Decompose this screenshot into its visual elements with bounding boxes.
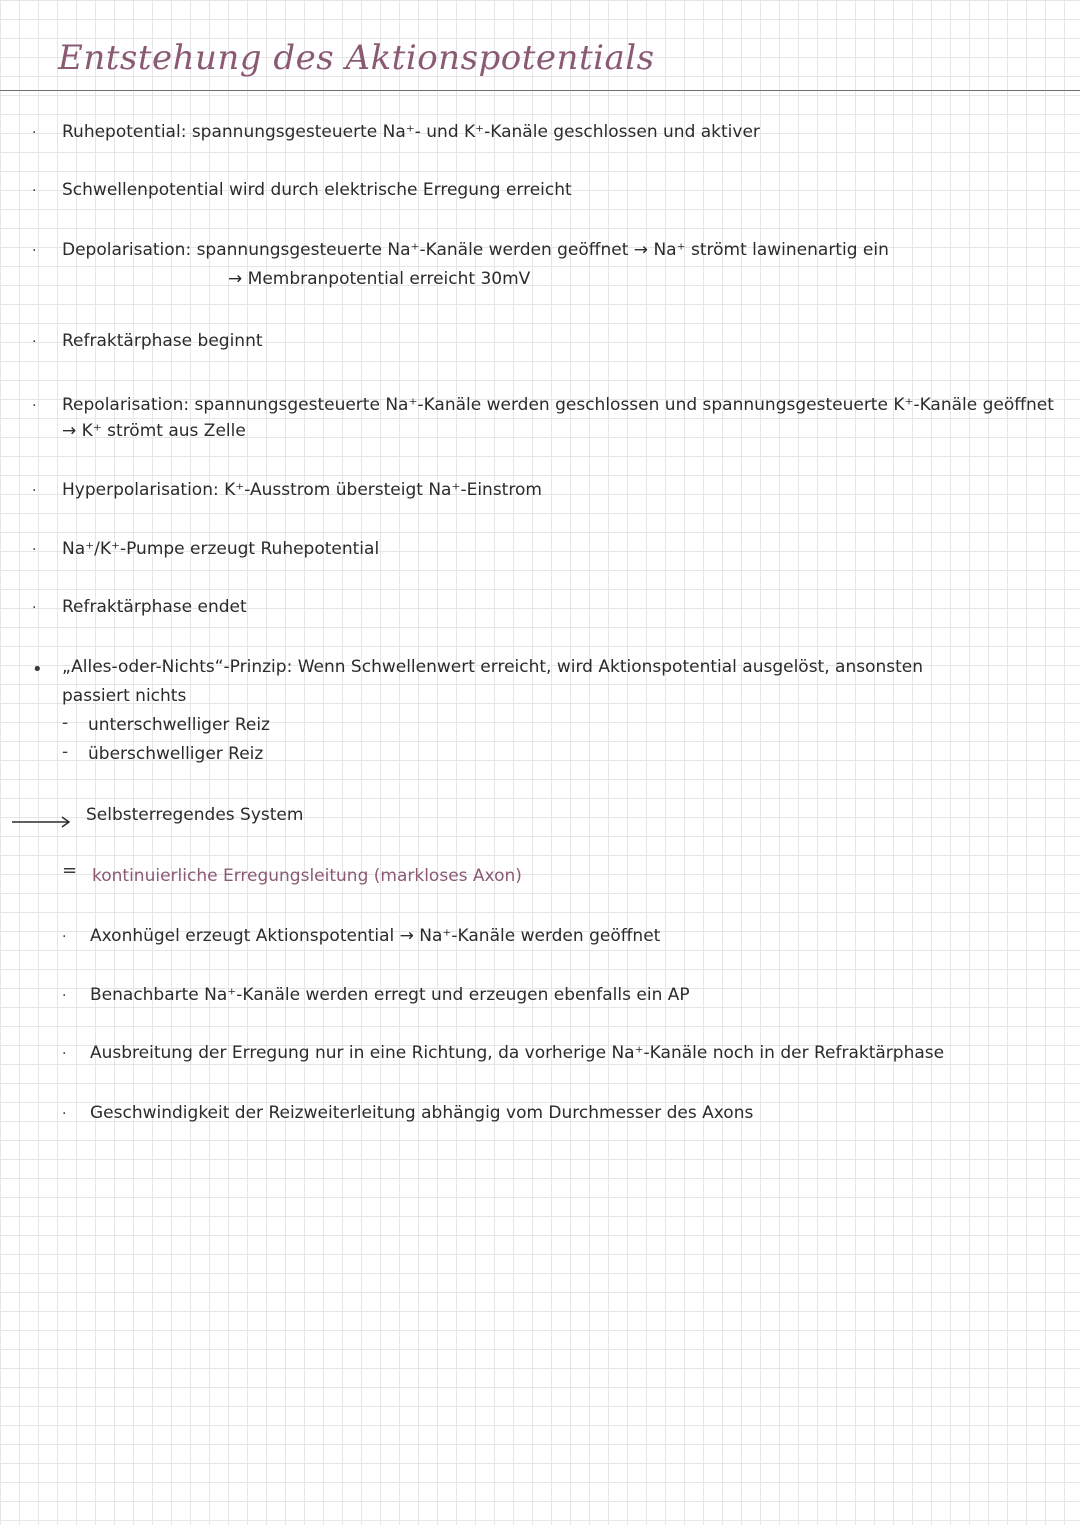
bullet: · [62, 1106, 67, 1122]
note-unterschwellig: unterschwelliger Reiz [88, 715, 270, 735]
bullet: · [62, 988, 67, 1004]
note-hyperpolarisation [62, 479, 542, 501]
note-separator: : [286, 657, 293, 677]
note-term: Refraktärphase [62, 597, 193, 617]
bullet: · [62, 1046, 67, 1062]
note-text: wird durch elektrische Erregung erreicht [228, 180, 572, 200]
note-separator: : [185, 240, 192, 260]
note-text: endet [197, 597, 247, 617]
note-benachbarte-kanaele: Benachbarte Na⁺-Kanäle werden erregt und erzeugen ebenfalls ein AP [90, 985, 690, 1005]
note-term: kontinuierliche Erregungsleitung [92, 866, 369, 886]
bullet: · [62, 929, 67, 945]
note-text: spannungsgesteuerte Na⁺-Kanäle werden geschlossen und spannungsgesteuerte K⁺-Kanäle geöffnet [194, 395, 1054, 415]
note-axonhuegel: Axonhügel erzeugt Aktionspotential → Na⁺-Kanäle werden geöffnet [90, 926, 661, 946]
note-separator: : [212, 480, 219, 500]
note-repolarisation [62, 394, 1054, 416]
bullet: · [32, 483, 37, 499]
note-term: Depolarisation [62, 240, 186, 260]
note-depolarisation-detail: → Membranpotential erreicht 30mV [228, 269, 531, 289]
note-term: Repolarisation [62, 395, 184, 415]
dash-marker: - [62, 713, 69, 733]
note-text: spannungsgesteuerte Na⁺- und K⁺-Kanäle geschlossen und aktiver [191, 122, 760, 142]
bullet: · [32, 334, 37, 350]
note-term: Hyperpolarisation [62, 480, 213, 500]
bullet: · [32, 600, 37, 616]
note-text: K⁺-Ausstrom übersteigt Na⁺-Einstrom [224, 480, 542, 500]
note-geschwindigkeit: Geschwindigkeit der Reizweiterleitung abhängig vom Durchmesser des Axons [90, 1103, 754, 1123]
bullet: · [32, 183, 37, 199]
bullet: · [32, 125, 37, 141]
note-text: spannungsgesteuerte Na⁺-Kanäle werden geöffnet → Na⁺ strömt lawinenartig ein [196, 240, 889, 260]
note-ruhepotential [62, 121, 760, 143]
note-ausbreitung: Ausbreitung der Erregung nur in eine Richtung, da vorherige Na⁺-Kanäle noch in der Refraktärphase [90, 1043, 945, 1063]
note-term: „Alles-oder-Nichts“-Prinzip [62, 657, 287, 677]
equals-marker: = [62, 860, 78, 881]
page-title: Entstehung des Aktionspotentials [58, 38, 655, 78]
right-arrow-icon [12, 815, 72, 829]
dash-marker: - [62, 742, 69, 762]
note-refraktaerphase-beginnt [62, 330, 263, 352]
note-text: (markloses Axon) [373, 866, 522, 886]
bullet: • [32, 659, 43, 680]
bullet: · [32, 398, 37, 414]
note-selbsterregend: Selbsterregendes System [86, 805, 304, 825]
title-underline [0, 90, 1080, 91]
note-term: Schwellenpotential [62, 180, 224, 200]
note-term: Ruhepotential [62, 122, 181, 142]
note-text: beginnt [197, 331, 263, 351]
note-text: Wenn Schwellenwert erreicht, wird Aktionspotential ausgelöst, ansonsten [297, 657, 924, 677]
note-alles-oder-nichts-cont: passiert nichts [62, 686, 187, 706]
note-depolarisation [62, 239, 889, 261]
note-pumpe: Na⁺/K⁺-Pumpe erzeugt Ruhepotential [62, 539, 380, 559]
note-term: Refraktärphase [62, 331, 193, 351]
note-separator: : [183, 395, 190, 415]
note-ueberschwellig: überschwelliger Reiz [88, 744, 264, 764]
note-schwellenpotential [62, 179, 572, 201]
bullet: · [32, 542, 37, 558]
note-alles-oder-nichts [62, 656, 923, 678]
bullet: · [32, 243, 37, 259]
note-repolarisation-detail: → K⁺ strömt aus Zelle [62, 421, 246, 441]
note-refraktaerphase-endet [62, 596, 247, 618]
note-separator: : [180, 122, 187, 142]
note-kontinuierliche-leitung [92, 865, 522, 887]
